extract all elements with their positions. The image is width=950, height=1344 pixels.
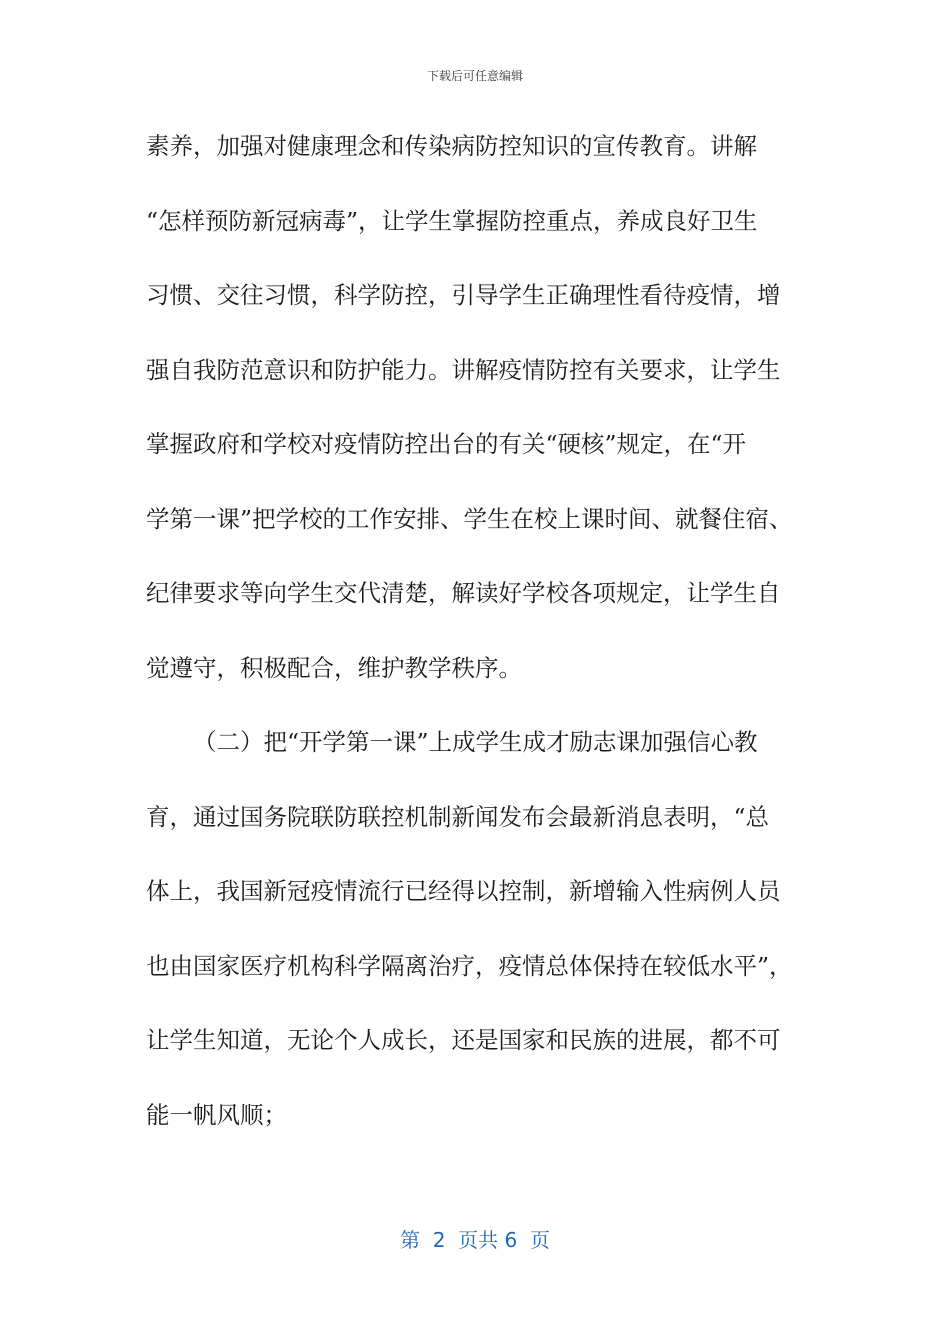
body-line-12: 也由国家医疗机构科学隔离治疗，疫情总体保持在较低水平”， (146, 951, 793, 980)
body-line-3: 习惯、交往习惯，科学防控，引导学生正确理性看待疫情，增 (146, 281, 781, 309)
header-note: 下载后可任意编辑 (426, 69, 523, 83)
document-body (146, 121, 826, 1164)
body-line-7: 纪律要求等向学生交代清楚，解读好学校各项规定，让学生自 (146, 579, 781, 607)
body-line-4: 强自我防范意识和防护能力。讲解疫情防控有关要求，让学生 (146, 355, 781, 384)
body-line-5: 掌握政府和学校对疫情防控出台的有关“硬核”规定，在“开 (146, 430, 747, 458)
body-line-14: 能一帆风顺； (146, 1100, 287, 1129)
body-line-11: 体上，我国新冠疫情流行已经得以控制，新增输入性病例人员 (146, 877, 781, 905)
body-line-8: 觉遵守，积极配合，维护教学秩序。 (146, 653, 522, 682)
body-line-9: （二）把“开学第一课”上成学生成才励志课加强信心教 (193, 728, 758, 756)
page-number: 第 2 页共 6 页 (400, 1228, 550, 1252)
body-line-2: “怎样预防新冠病毒”，让学生掌握防控重点，养成良好卫生 (146, 206, 758, 235)
body-line-6: 学第一课”把学校的工作安排、学生在校上课时间、就餐住宿、 (146, 504, 793, 533)
body-line-10: 育，通过国务院联防联控机制新闻发布会最新消息表明，“总 (146, 802, 770, 831)
body-line-1: 素养，加强对健康理念和传染病防控知识的宣传教育。讲解 (146, 132, 757, 160)
body-line-13: 让学生知道，无论个人成长，还是国家和民族的进展，都不可 (146, 1026, 781, 1054)
